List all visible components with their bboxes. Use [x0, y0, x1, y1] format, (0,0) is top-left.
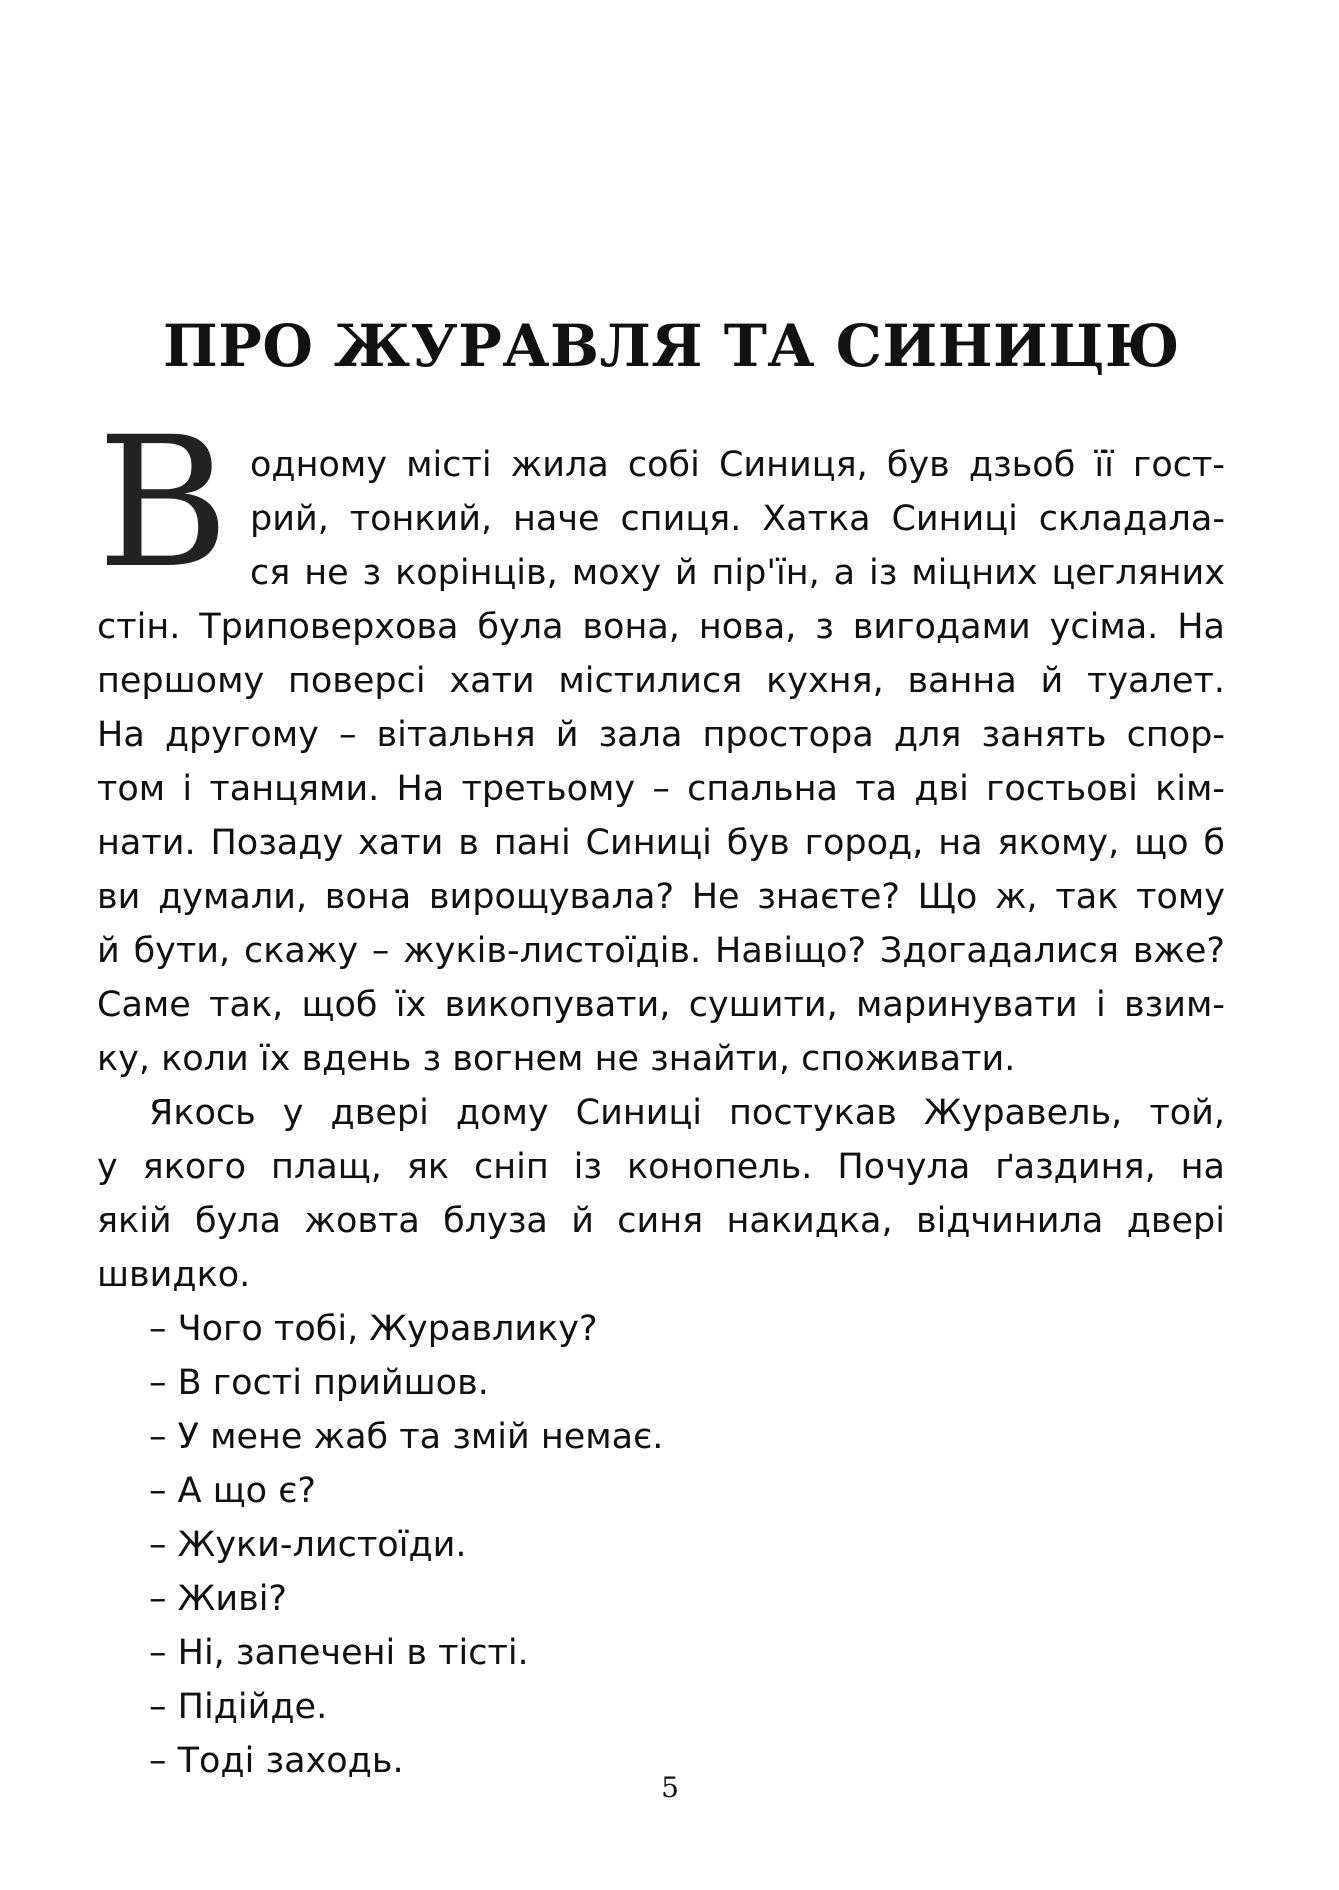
story-line-11: Саме так, щоб їх викопувати, сушити, маринувати і взим- — [97, 985, 1225, 1025]
dialogue-line-5: – Жуки-листоїди. — [149, 1525, 467, 1565]
story-line-9: ви думали, вона вирощувала? Не знаєте? Що ж, так тому — [97, 877, 1225, 917]
story-line-8: нати. Позаду хати в пані Синиці був город, на якому, що б — [97, 823, 1225, 863]
story-line-14: у якого плащ, як сніп із конопель. Почула ґаздиня, на — [97, 1147, 1225, 1187]
drop-cap-letter: В — [97, 399, 230, 608]
story-line-4: стін. Триповерхова була вона, нова, з вигодами усіма. На — [97, 607, 1225, 647]
story-line-13: Якось у двері дому Синиці постукав Журавель, той, — [149, 1093, 1225, 1133]
story-line-3: ся не з корінців, моху й пір'їн, а із міцних цегляних — [250, 553, 1225, 593]
dialogue-line-6: – Живі? — [149, 1579, 288, 1619]
dialogue-line-7: – Ні, запечені в тісті. — [149, 1633, 529, 1673]
dialogue-line-1: – Чого тобі, Журавлику? — [149, 1309, 598, 1349]
dialogue-line-9: – Тоді заходь. — [149, 1741, 404, 1781]
story-line-5: першому поверсі хати містилися кухня, ванна й туалет. — [97, 661, 1225, 701]
story-line-12: ку, коли їх вдень з вогнем не знайти, споживати. — [97, 1039, 1016, 1079]
page-number: 5 — [661, 1771, 679, 1804]
story-line-6: На другому – вітальня й зала простора для занять спор- — [97, 715, 1225, 755]
story-line-16: швидко. — [97, 1255, 251, 1295]
dialogue-line-4: – А що є? — [149, 1471, 316, 1511]
dialogue-line-3: – У мене жаб та змій немає. — [149, 1417, 664, 1457]
story-line-1: одному місті жила собі Синиця, був дзьоб її гост- — [250, 445, 1225, 485]
story-title: ПРО ЖУРАВЛЯ ТА СИНИЦЮ — [162, 312, 1181, 380]
dialogue-line-2: – В гості прийшов. — [149, 1363, 489, 1403]
story-line-2: рий, тонкий, наче спиця. Хатка Синиці складала- — [250, 499, 1225, 539]
story-line-10: й бути, скажу – жуків-листоїдів. Навіщо? Здогадалися вже? — [97, 931, 1225, 971]
story-line-15: якій була жовта блуза й синя накидка, відчинила двері — [97, 1201, 1225, 1241]
story-line-7: том і танцями. На третьому – спальна та дві гостьові кім- — [97, 769, 1225, 809]
dialogue-line-8: – Підійде. — [149, 1687, 328, 1727]
